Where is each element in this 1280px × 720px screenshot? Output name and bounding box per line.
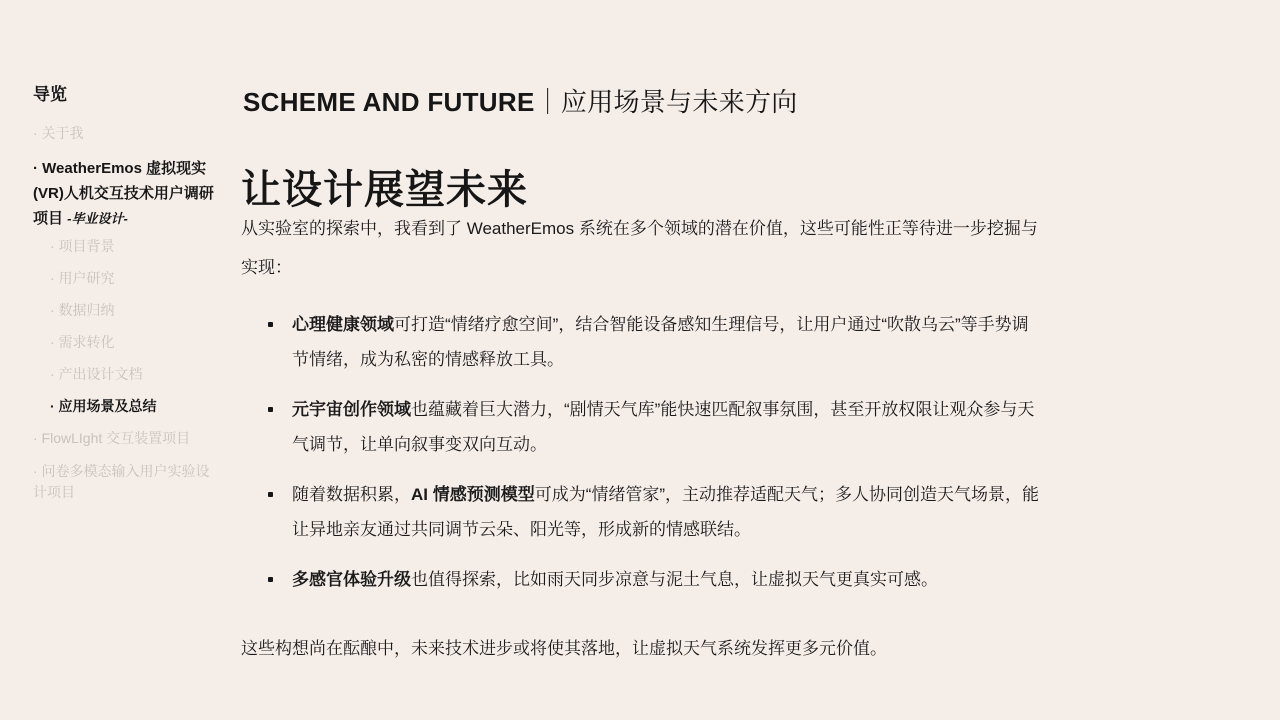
bullet-text: 也蕴藏着巨大潜力，“剧情天气库”能快速匹配叙事氛围，甚至开放权限让观众参与天气调节，让单向叙事变双向互动。: [292, 400, 1035, 454]
sidebar-title: 导览: [33, 85, 67, 104]
bullet-lead: 元宇宙创作领域: [292, 400, 411, 419]
sidebar-item-label: · WeatherEmos 虚拟现实(VR)人机交互技术用户调研项目: [33, 160, 214, 227]
sidebar-item-user-research[interactable]: · 用户研究: [50, 270, 115, 286]
sidebar-item-data-induction[interactable]: · 数据归纳: [50, 302, 115, 318]
sidebar-item-needs-transformation[interactable]: · 需求转化: [50, 334, 115, 350]
intro-paragraph: 从实验室的探索中，我看到了 WeatherEmos 系统在多个领域的潜在价值，这些可能性正等待进一步挖掘与实现：: [241, 219, 1038, 277]
kicker-english: SCHEME AND FUTURE: [243, 87, 535, 117]
sidebar-item-questionnaire-project[interactable]: · 问卷多模态输入用户实验设计项目: [33, 463, 210, 500]
closing-paragraph: 这些构想尚在酝酿中，未来技术进步或将使其落地，让虚拟天气系统发挥更多元价值。: [241, 639, 887, 658]
list-item: [241, 392, 1041, 462]
bullet-icon: [268, 407, 273, 412]
sidebar-item-application-summary[interactable]: · 应用场景及总结: [50, 398, 157, 414]
sidebar-item-about[interactable]: · 关于我: [33, 125, 84, 141]
bullet-lead: 心理健康领域: [292, 315, 394, 334]
page-title: 让设计展望未来: [241, 168, 528, 212]
bullet-text: 可打造“情绪疗愈空间”，结合智能设备感知生理信号，让用户通过“吹散乌云”等手势调节情绪，成为私密的情感释放工具。: [292, 315, 1029, 369]
bullet-icon: [268, 322, 273, 327]
list-item: [241, 562, 1041, 597]
list-item: [241, 307, 1041, 377]
sidebar-nav: [33, 80, 215, 516]
list-item: [241, 477, 1041, 547]
bullet-lead: 多感官体验升级: [292, 570, 411, 589]
bullet-icon: [268, 492, 273, 497]
sidebar-item-project-background[interactable]: · 项目背景: [50, 238, 115, 254]
sidebar-item-suffix: -毕业设计-: [67, 211, 128, 226]
bullet-icon: [268, 577, 273, 582]
kicker-chinese: 应用场景与未来方向: [560, 87, 798, 117]
sidebar-item-flowlight-project[interactable]: · FlowLIght 交互装置项目: [33, 430, 191, 446]
sidebar-item-weatheremos-project[interactable]: [33, 156, 215, 231]
section-kicker: [243, 82, 798, 119]
sidebar-item-design-output[interactable]: · 产出设计文档: [50, 366, 143, 382]
bullet-text: 也值得探索，比如雨天同步凉意与泥土气息，让虚拟天气更真实可感。: [411, 570, 938, 589]
bullet-lead: AI 情感预测模型: [411, 485, 535, 504]
bullet-text: 可成为“情绪管家”，主动推荐适配天气；多人协同创造天气场景，能让异地亲友通过共同调节云朵、阳光等，形成新的情感联结。: [292, 485, 1040, 539]
bullet-text: 随着数据积累，: [292, 485, 411, 504]
bullet-list: [241, 307, 1041, 612]
kicker-divider: ｜: [534, 87, 561, 117]
